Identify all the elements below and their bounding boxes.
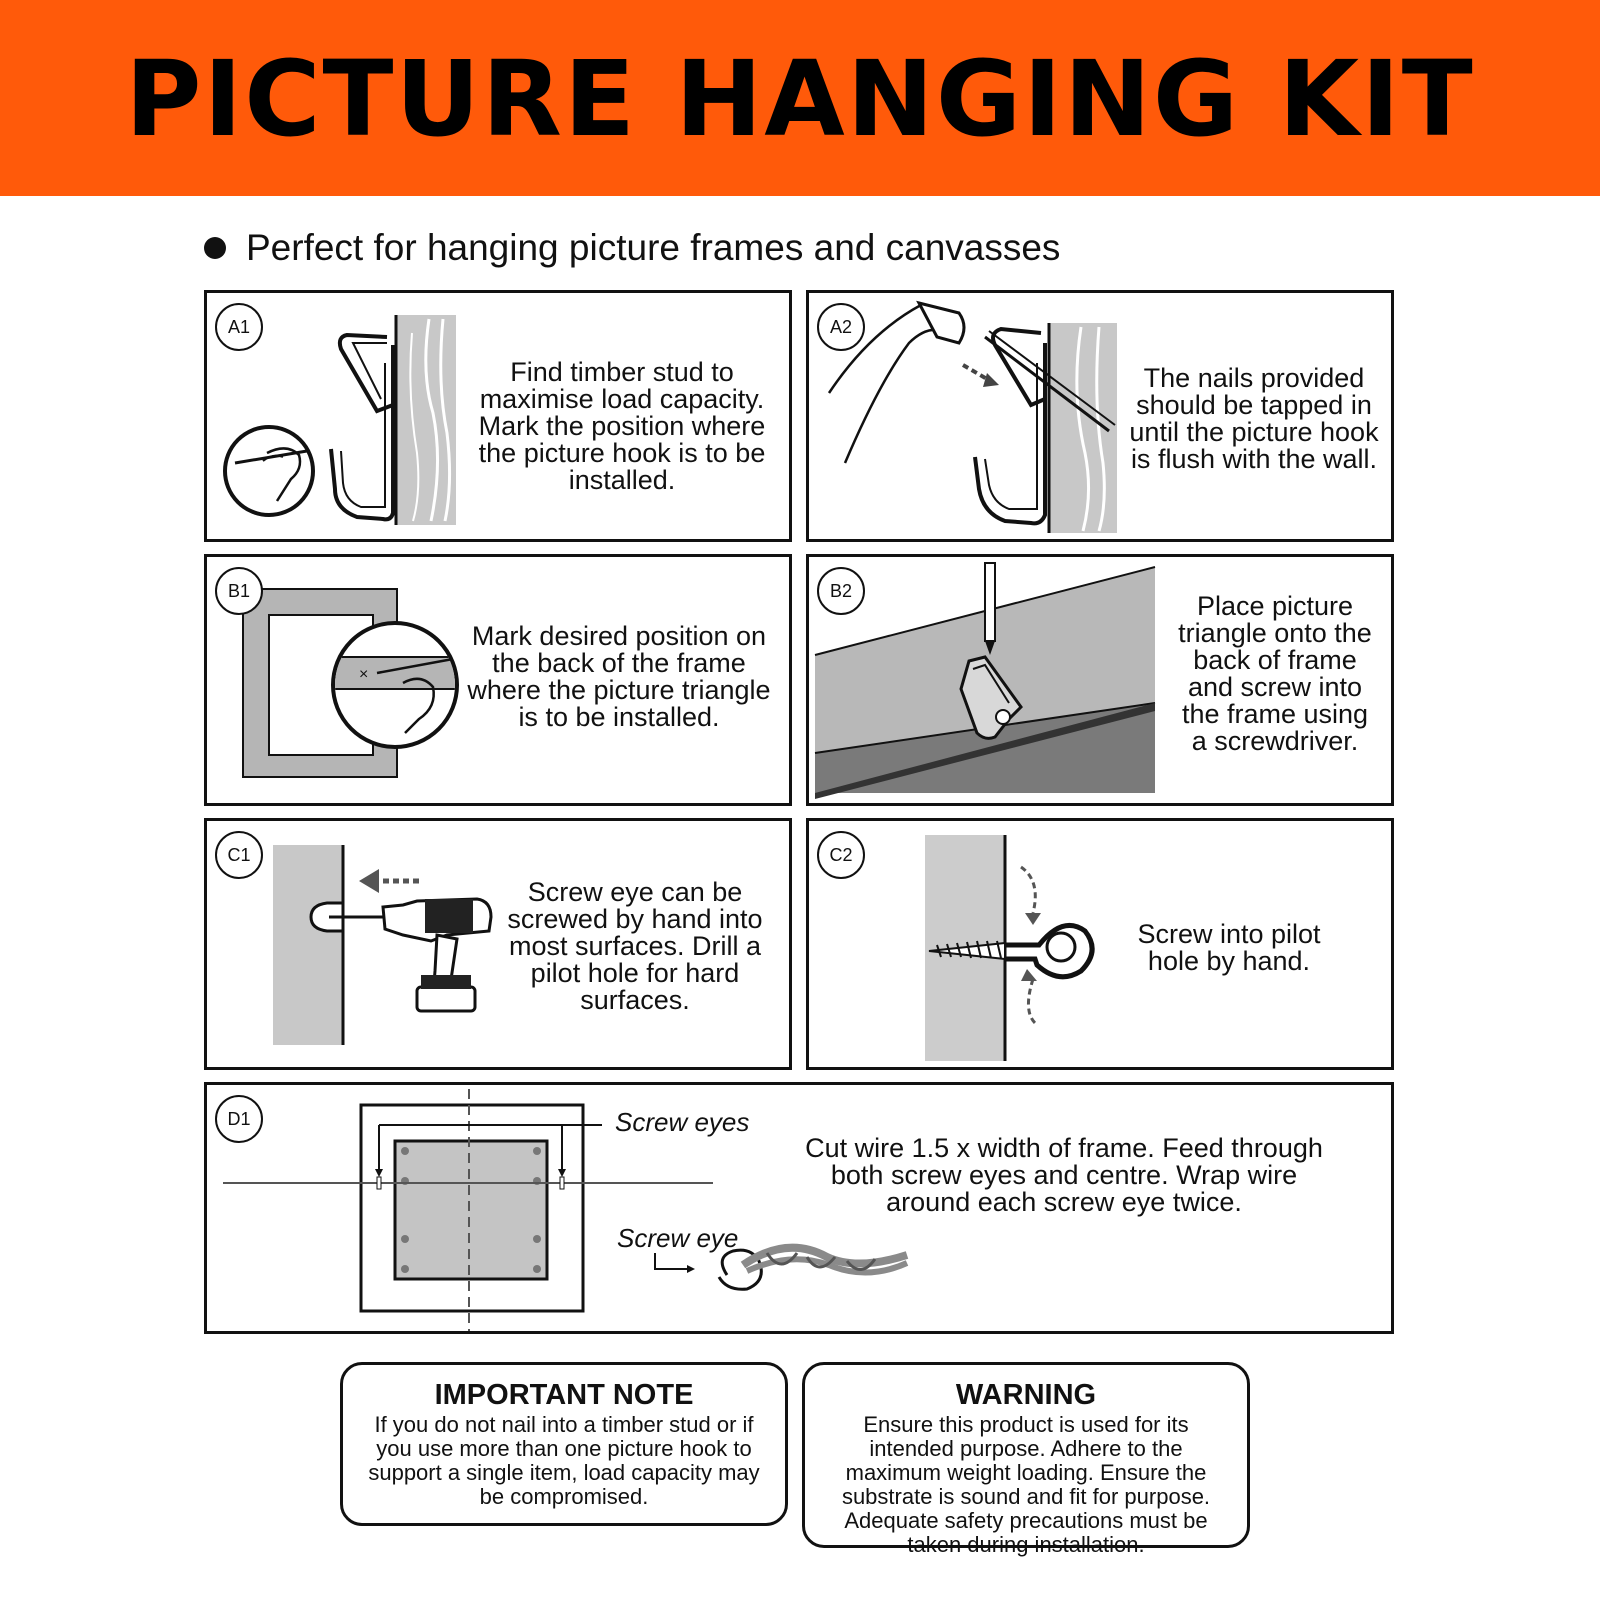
intro-bullet <box>204 226 1060 270</box>
screw-eyes-label: Screw eyes <box>615 1107 750 1137</box>
header-banner <box>0 0 1600 196</box>
step-text: Screw into pilot hole by hand. <box>1137 919 1321 976</box>
step-badge: C1 <box>215 831 263 879</box>
step-badge: B2 <box>817 567 865 615</box>
svg-text:×: × <box>359 666 369 683</box>
important-note-box <box>340 1362 788 1526</box>
screw-eye-label: Screw eye <box>617 1223 739 1253</box>
intro-text: Perfect for hanging picture frames and canvasses <box>246 227 1061 268</box>
important-note-title: IMPORTANT NOTE <box>434 1379 694 1411</box>
warning-body: Ensure this product is used for its intended purpose. Adhere to the maximum weight loading. Ensure the substrate is sound and fit for purpose. Adequate safety precautions must be taken during installation. <box>841 1412 1211 1557</box>
step-text: Mark desired position on the back of the frame where the picture triangle is to be installed. <box>467 621 771 732</box>
step-text: The nails provided should be tapped in until the picture hook is flush with the wall. <box>1129 363 1379 474</box>
step-panel-c1 <box>204 818 792 1070</box>
important-note-body: If you do not nail into a timber stud or if you use more than one picture hook to support a single item, load capacity may be compromised. <box>368 1412 760 1509</box>
step-panel-b2 <box>806 554 1394 806</box>
step-badge: D1 <box>215 1095 263 1143</box>
bullet-icon <box>204 237 226 259</box>
step-badge: A2 <box>817 303 865 351</box>
step-panel-d1 <box>204 1082 1394 1334</box>
step-badge: B1 <box>215 567 263 615</box>
step-panel-a1 <box>204 290 792 542</box>
step-badge: C2 <box>817 831 865 879</box>
warning-title: WARNING <box>955 1379 1097 1411</box>
step-badge: A1 <box>215 303 263 351</box>
step-panel-a2 <box>806 290 1394 542</box>
page-title: PICTURE HANGING KIT <box>125 38 1475 160</box>
warning-box <box>802 1362 1250 1557</box>
step-text: Screw eye can be screwed by hand into most surfaces. Drill a pilot hole for hard surfaces. <box>507 877 763 1015</box>
step-text: Place picture triangle onto the back of frame and screw into the frame using a screwdriver. <box>1178 591 1372 756</box>
step-panel-b1 <box>204 554 792 806</box>
step-text: Find timber stud to maximise load capacity. Mark the position where the picture hook is to be installed. <box>478 357 766 495</box>
step-text: Cut wire 1.5 x width of frame. Feed through both screw eyes and centre. Wrap wire around each screw eye twice. <box>805 1133 1323 1217</box>
step-panel-c2 <box>806 818 1394 1070</box>
